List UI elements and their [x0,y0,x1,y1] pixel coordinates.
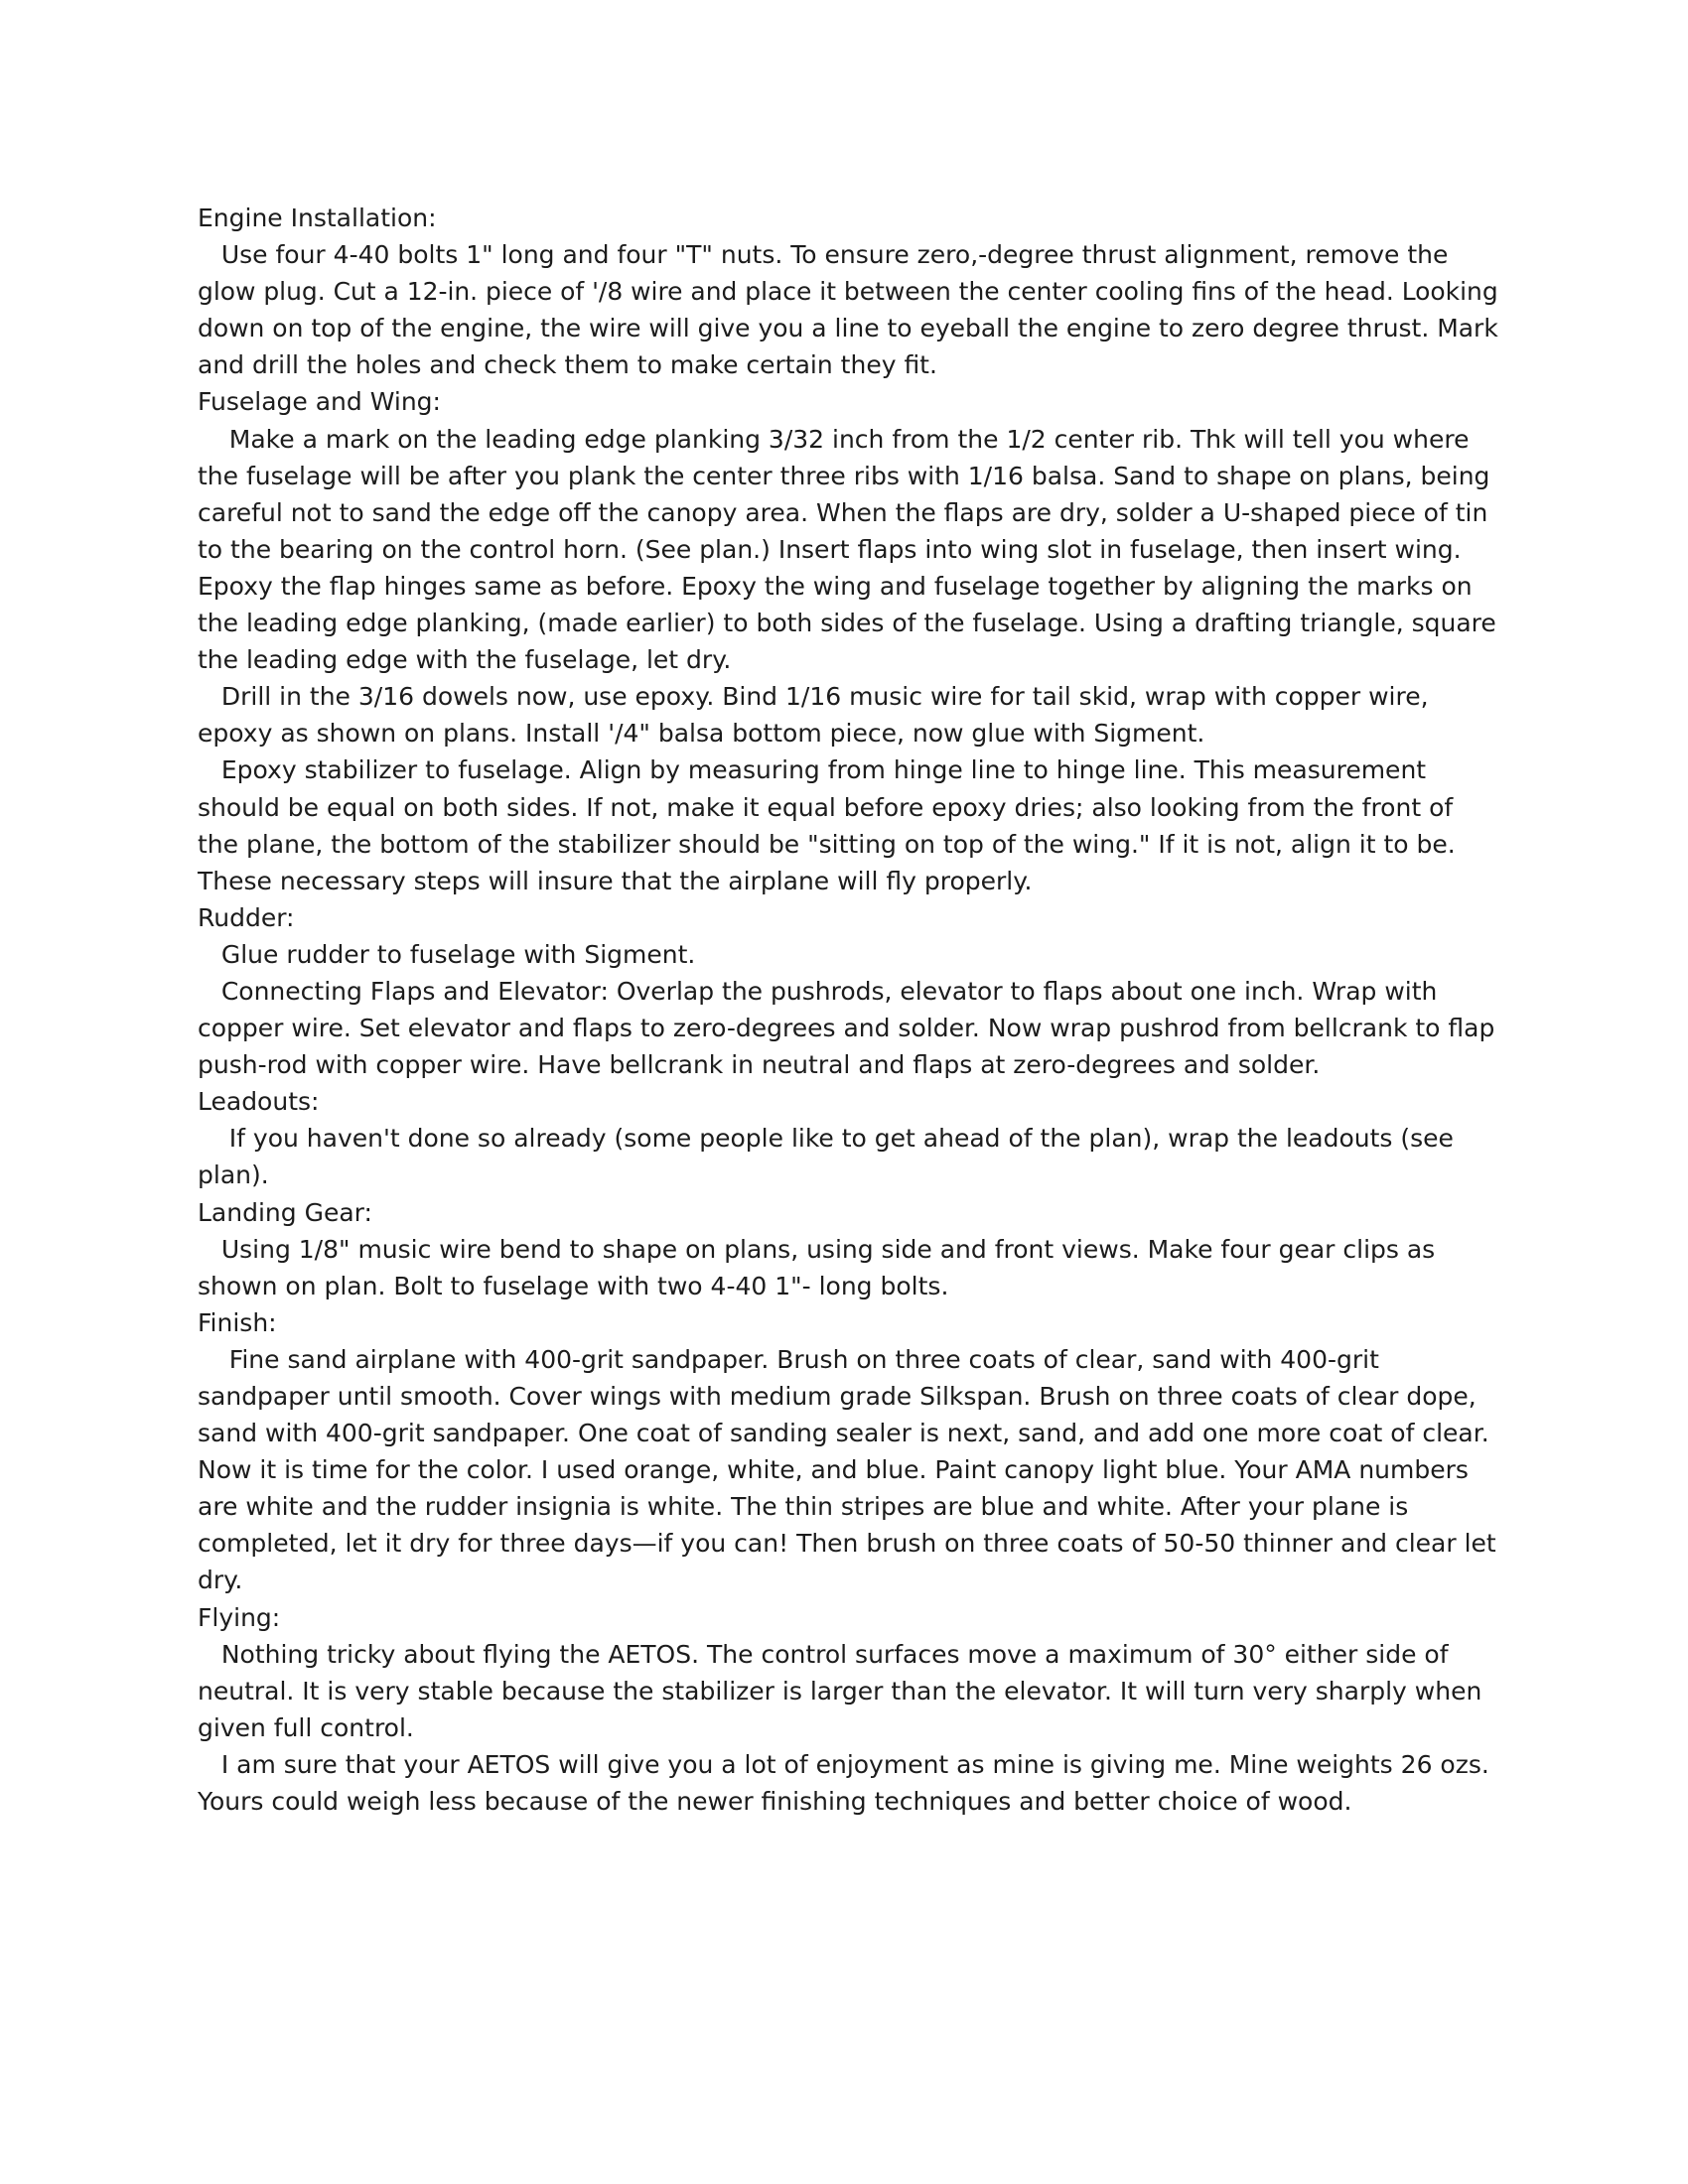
text-line: the leading edge planking, (made earlier) to both sides of the fuselage. Using a drafting triangle, square [198,609,1496,638]
text-line: sand with 400-grit sandpaper. One coat of sanding sealer is next, sand, and add one more coat of clear. [198,1419,1489,1448]
document-body [198,200,1498,1820]
text-line: If you haven't done so already (some people like to get ahead of the plan), wrap the leadouts (see [198,1124,1454,1154]
text-line: copper wire. Set elevator and flaps to zero-degrees and solder. Now wrap pushrod from bellcrank to flap [198,1014,1495,1043]
text-line: Drill in the 3/16 dowels now, use epoxy. Bind 1/16 music wire for tail skid, wrap with copper wire, [198,682,1429,712]
text-line: the leading edge with the fuselage, let dry. [198,645,732,675]
text-line: given full control. [198,1712,414,1742]
text-line: completed, let it dry for three days—if you can! Then brush on three coats of 50-50 thinner and clear let [198,1529,1496,1559]
text-line: sandpaper until smooth. Cover wings with medium grade Silkspan. Brush on three coats of clear dope, [198,1382,1477,1411]
text-line: Fuselage and Wing: [198,387,441,417]
text-line: Rudder: [198,902,295,932]
text-line: dry. [198,1566,243,1595]
text-line: careful not to sand the edge off the canopy area. When the flaps are dry, solder a U-shaped piece of tin [198,497,1488,527]
text-line: push-rod with copper wire. Have bellcrank in neutral and flaps at zero-degrees and solder. [198,1050,1321,1080]
text-line: Finish: [198,1307,277,1337]
text-line: These necessary steps will insure that the airplane will fly properly. [198,866,1033,895]
text-line: are white and the rudder insignia is white. The thin stripes are blue and white. After your plane is [198,1492,1409,1522]
text-line: glow plug. Cut a 12-in. piece of '/8 wire and place it between the center cooling fins of the head. Looking [198,277,1498,307]
text-line: Glue rudder to fuselage with Sigment. [198,939,696,969]
text-line: Leadouts: [198,1087,320,1117]
text-line: to the bearing on the control horn. (See plan.) Insert flaps into wing slot in fuselage, then insert wing. [198,534,1462,564]
text-line: Fine sand airplane with 400-grit sandpaper. Brush on three coats of clear, sand with 400-grit [198,1344,1379,1374]
text-line: should be equal on both sides. If not, make it equal before epoxy dries; also looking from the front of [198,792,1454,822]
text-line: Use four 4-40 bolts 1" long and four "T" nuts. To ensure zero,-degree thrust alignment, remove the [198,240,1449,270]
text-line: neutral. It is very stable because the stabilizer is larger than the elevator. It will turn very sharply when [198,1676,1482,1706]
text-line: Now it is time for the color. I used orange, white, and blue. Paint canopy light blue. Your AMA numbers [198,1455,1469,1485]
text-line: Epoxy stabilizer to fuselage. Align by measuring from hinge line to hinge line. This measurement [198,755,1427,785]
text-line: Engine Installation: [198,204,437,232]
text-line: down on top of the engine, the wire will give you a line to eyeball the engine to zero degree thrust. Mark [198,314,1498,343]
text-line: the plane, the bottom of the stabilizer should be "sitting on top of the wing." If it is not, align it to be. [198,829,1456,859]
text-line: Flying: [198,1602,281,1632]
text-line: and drill the holes and check them to make certain they fit. [198,350,937,380]
text-line: plan). [198,1160,269,1190]
text-line: Yours could weigh less because of the newer finishing techniques and better choice of wood. [198,1787,1352,1817]
text-line: Landing Gear: [198,1197,372,1227]
text-line: epoxy as shown on plans. Install '/4" balsa bottom piece, now glue with Sigment. [198,719,1205,749]
text-line: Using 1/8" music wire bend to shape on plans, using side and front views. Make four gear clips as [198,1234,1436,1264]
text-line: I am sure that your AETOS will give you a lot of enjoyment as mine is giving me. Mine weights 26 ozs. [198,1749,1489,1779]
text-line: Make a mark on the leading edge planking 3/32 inch from the 1/2 center rib. Thk will tell you where [198,424,1470,454]
text-line: shown on plan. Bolt to fuselage with two 4-40 1"- long bolts. [198,1271,949,1300]
text-line: Nothing tricky about flying the AETOS. The control surfaces move a maximum of 30° either side of [198,1639,1449,1669]
text-line: the fuselage will be after you plank the center three ribs with 1/16 balsa. Sand to shape on plans, being [198,461,1490,490]
text-line: Connecting Flaps and Elevator: Overlap the pushrods, elevator to flaps about one inch. Wrap with [198,976,1438,1006]
text-line: Epoxy the flap hinges same as before. Epoxy the wing and fuselage together by aligning the marks on [198,571,1473,601]
